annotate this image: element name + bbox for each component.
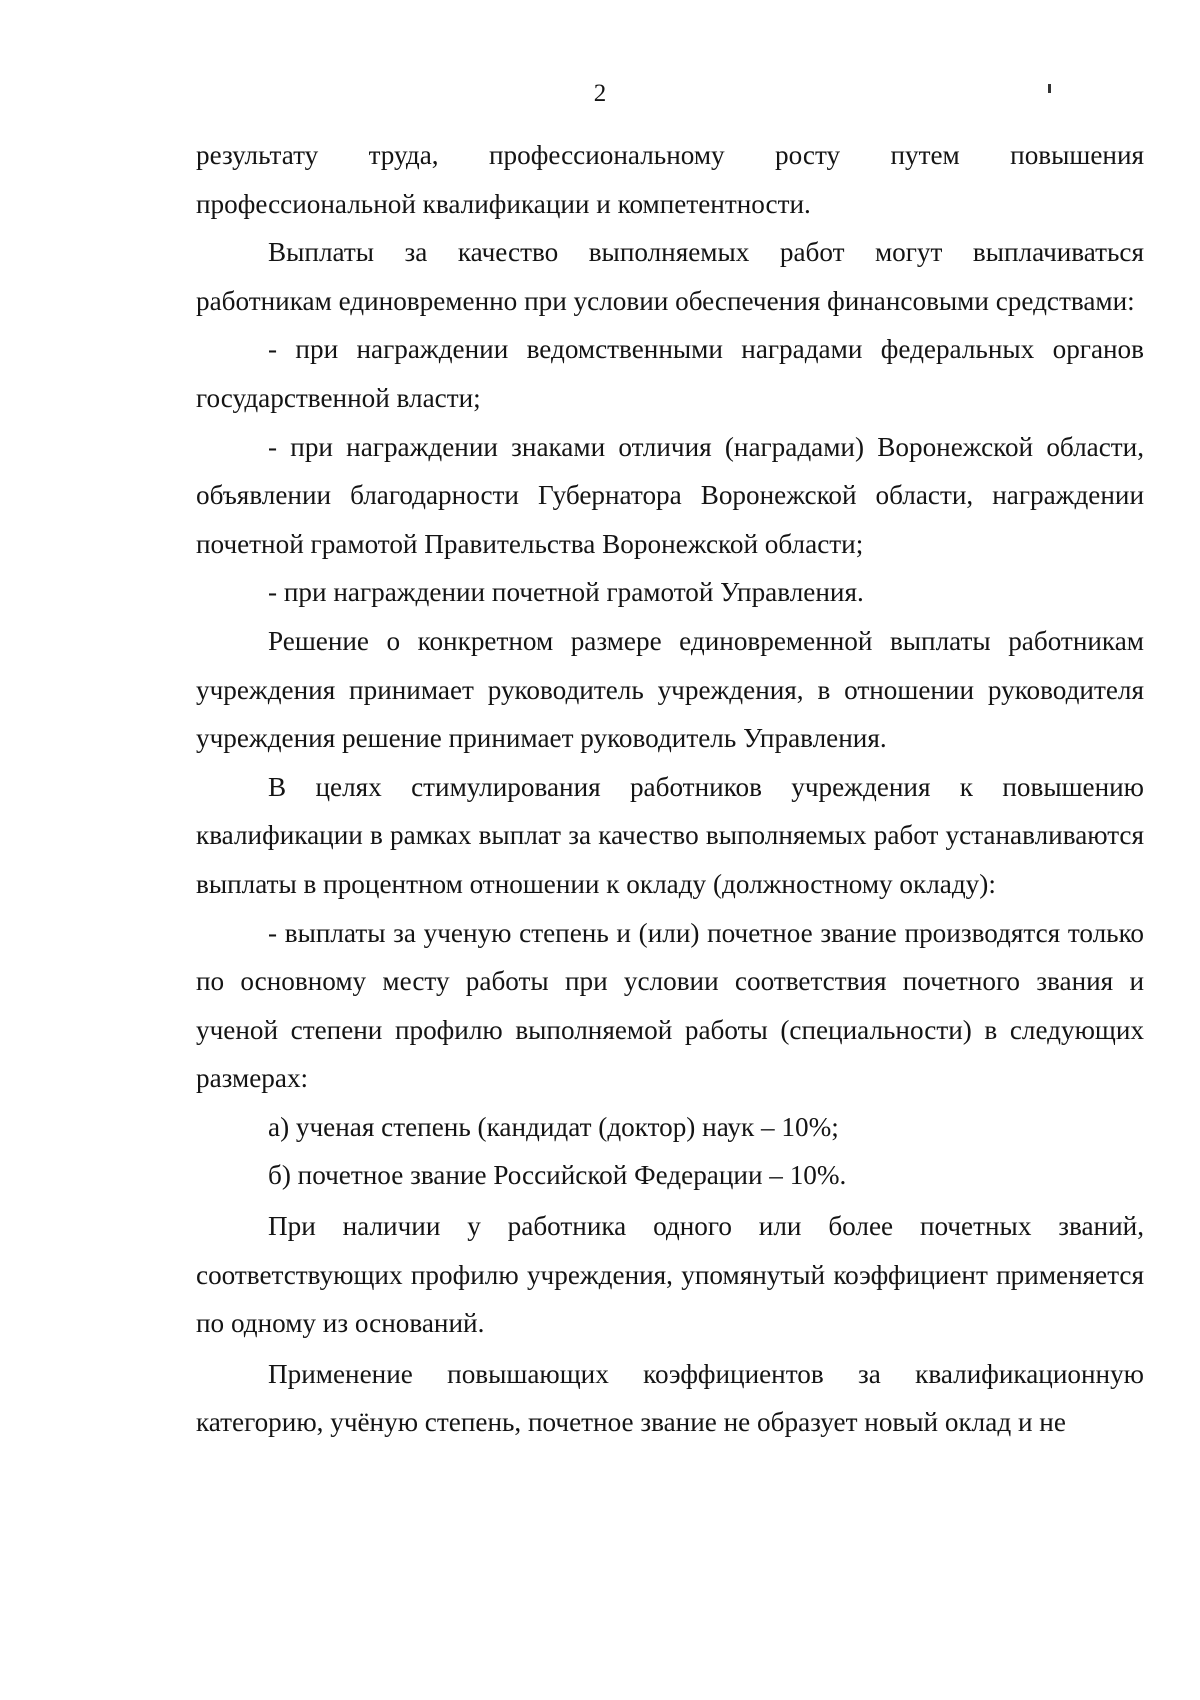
page-number: 2 bbox=[593, 80, 607, 107]
list-item-regional-awards: - при награждении знаками отличия (наградами) Воронежской области, объявлении благодарности Губернатора Воронежской области, награждении почетной грамотой Правительства Воронежской области; bbox=[196, 431, 1144, 559]
paragraph-decision: Решение о конкретном размере единовременной выплаты работникам учреждения принимает руководитель учреждения, в отношении руководителя учреждения решение принимает руководитель Управления. bbox=[196, 625, 1144, 754]
paragraph-qualification-stimulus: В целях стимулирования работников учреждения к повышению квалификации в рамках выплат за качество выполняемых работ устанавливаются выплаты в процентном отношении к окладу (должностному окладу): bbox=[196, 771, 1144, 899]
paragraph-payments-quality: Выплаты за качество выполняемых работ могут выплачиваться работникам единовременно при условии обеспечения финансовыми средствами: bbox=[196, 237, 1144, 316]
paragraph-coefficients: Применение повышающих коэффициентов за квалификационную категорию, учёную степень, почетное звание не образует новый оклад и не bbox=[196, 1358, 1144, 1438]
list-item-federal-awards: - при награждении ведомственными наградами федеральных органов государственной власти; bbox=[196, 334, 1144, 413]
list-item-honorary-title: б) почетное звание Российской Федерации – 10%. bbox=[268, 1160, 847, 1191]
page-mark bbox=[1048, 84, 1051, 93]
document-body bbox=[196, 131, 1144, 1447]
list-item-degree-title-payments: - выплаты за ученую степень и (или) почетное звание производятся только по основному месту работы при условии соответствия почетного звания и ученой степени профилю выполняемой работы (специальности) в следующих размерах: bbox=[196, 917, 1144, 1094]
list-item-academic-degree: а) ученая степень (кандидат (доктор) наук – 10%; bbox=[268, 1111, 839, 1142]
paragraph-multiple-titles: При наличии у работника одного или более почетных званий, соответствующих профилю учреждения, упомянутый коэффициент применяется по одному из оснований. bbox=[196, 1211, 1144, 1339]
paragraph-continuation: результату труда, профессиональному росту путем повышения профессиональной квалификации и компетентности. bbox=[196, 140, 1144, 219]
list-item-department-certificate: - при награждении почетной грамотой Управления. bbox=[268, 577, 864, 608]
